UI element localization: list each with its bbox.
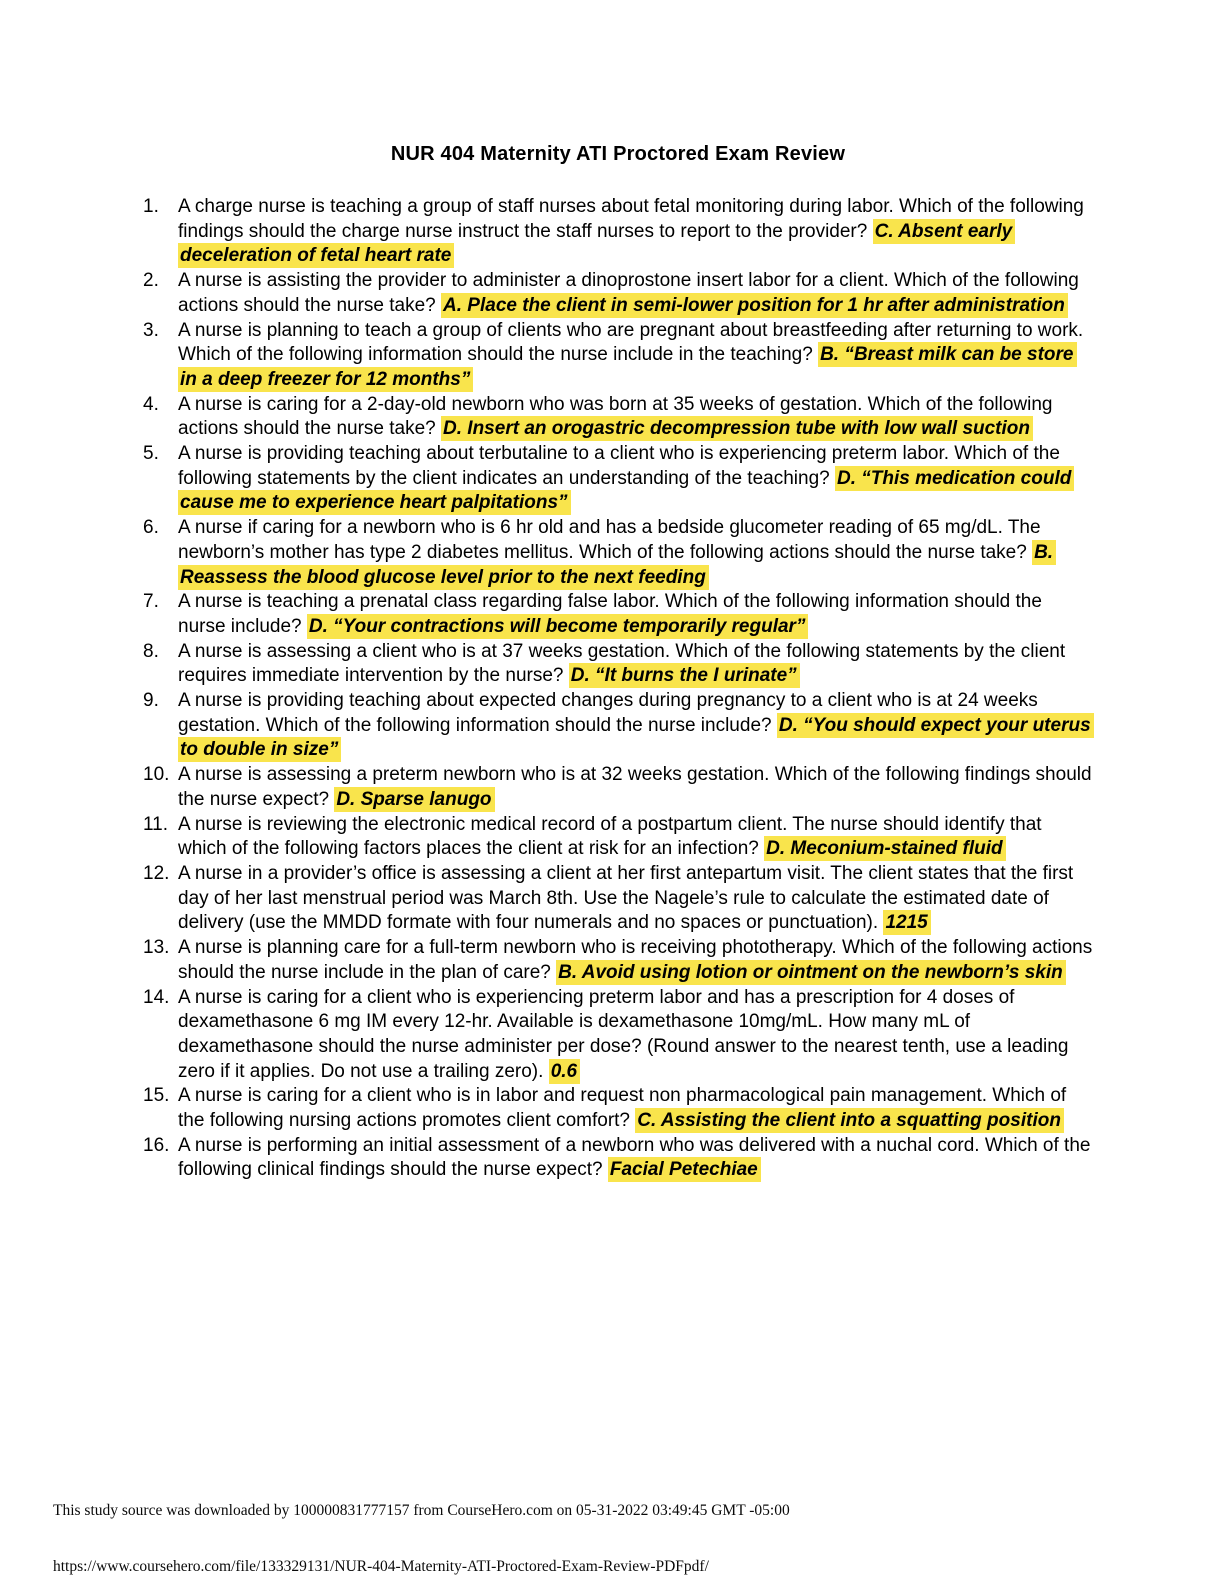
question-text: A nurse is assessing a client who is at 37 weeks gestation. Which of the following statements by the client requires immediate intervention by the nurse? [178,640,1066,687]
question-body [178,813,1093,862]
question-item [143,1134,1093,1183]
question-item [143,1084,1093,1133]
question-body [178,319,1093,393]
question-text: A nurse in a provider’s office is assessing a client at her first antepartum visit. The client states that the first day of her last menstrual period was March 8th. Use the Nagele’s rule to calculate the estimated date of delivery (use the MMDD formate with four numerals and no spaces or punctuation). [178,862,1074,934]
question-text: A nurse is teaching a prenatal class regarding false labor. Which of the following information should the nurse include? [178,591,1042,637]
question-number: 9. [143,690,159,712]
answer-highlight: Facial Petechiae [608,1157,761,1182]
answer-highlight: 1215 [883,910,930,935]
question-text: A nurse is assisting the provider to administer a dinoprostone insert labor for a client. Which of the following actions should the nurse take? [178,270,1079,316]
answer-highlight: B. “Breast milk can be store in a deep freezer for 12 months” [178,342,1077,392]
question-number: 5. [143,443,159,465]
question-item [143,516,1093,590]
question-text: A nurse is performing an initial assessment of a newborn who was delivered with a nuchal cord. Which of the following clinical findings should the nurse expect? [178,1134,1091,1181]
question-item [143,442,1093,516]
question-body [178,936,1093,985]
question-number: 12. [143,862,170,884]
question-body [178,862,1093,936]
question-number: 11. [143,813,169,835]
question-body [178,1134,1093,1183]
question-body [178,640,1093,689]
question-number: 16. [143,1134,170,1156]
question-number: 2. [143,270,159,292]
question-text: A nurse is caring for a client who is experiencing preterm labor and has a prescription for 4 doses of dexamethasone 6 mg IM every 12-hr. Available is dexamethasone 10mg/mL. How many mL of dexamethasone should the nurse administer per dose? (Round answer to the nearest tenth, use a leading zero if it applies. Do not use a trailing zero). [178,986,1069,1082]
question-item [143,640,1093,689]
question-number: 1. [143,196,159,217]
question-item [143,862,1093,936]
question-body [178,689,1093,763]
question-body [178,442,1093,516]
question-number: 14. [143,986,170,1008]
question-item [143,590,1093,639]
answer-highlight: D. Insert an orogastric decompression tube with low wall suction [441,416,1033,441]
question-number: 4. [143,393,159,415]
answer-highlight: B. Reassess the blood glucose level prior to the next feeding [178,540,1056,590]
answer-highlight: D. “You should expect your uterus to double in size” [178,713,1094,763]
question-text: A nurse is planning care for a full-term newborn who is receiving phototherapy. Which of the following actions should the nurse include in the plan of care? [178,937,1093,983]
question-number: 6. [143,517,159,539]
answer-highlight: 0.6 [549,1059,580,1084]
question-number: 7. [143,591,159,613]
question-body [178,393,1093,442]
question-item [143,763,1093,812]
question-body [178,195,1093,269]
question-item [143,936,1093,985]
question-text: A nurse if caring for a newborn who is 6 hr old and has a bedside glucometer reading of 65 mg/dL. The newborn’s mother has type 2 diabetes mellitus. Which of the following actions should the nurse take? [178,517,1041,563]
question-item [143,269,1093,318]
answer-highlight: D. “Your contractions will become temporarily regular” [307,614,809,639]
question-number: 13. [143,937,170,959]
question-text: A charge nurse is teaching a group of staff nurses about fetal monitoring during labor. Which of the following findings should the charge nurse instruct the staff nurses to report to the provider? [178,196,1084,242]
question-body [178,590,1093,639]
question-text: A nurse is caring for a 2-day-old newborn who was born at 35 weeks of gestation. Which of the following actions should the nurse take? [178,393,1053,440]
question-text: A nurse is assessing a preterm newborn who is at 32 weeks gestation. Which of the following findings should the nurse expect? [178,764,1092,810]
question-list [0,167,1224,1183]
question-item [143,813,1093,862]
question-number: 3. [143,319,159,341]
answer-highlight: C. Absent early deceleration of fetal heart rate [178,219,1015,269]
answer-highlight: D. “This medication could cause me to experience heart palpitations” [178,466,1074,516]
question-body [178,516,1093,590]
question-number: 8. [143,640,159,662]
question-number: 10. [143,764,170,786]
footer-source-url: https://www.coursehero.com/file/133329131/NUR-404-Maternity-ATI-Proctored-Exam-Review-PDFpdf/ [53,1558,709,1575]
answer-highlight: D. Meconium-stained fluid [764,836,1005,861]
question-item [143,195,1093,269]
question-text: A nurse is providing teaching about terbutaline to a client who is experiencing preterm labor. Which of the following statements by the client indicates an understanding of the teaching? [178,443,1060,489]
question-item [143,319,1093,393]
answer-highlight: D. “It burns the I urinate” [569,663,800,688]
footer-download-note: This study source was downloaded by 100000831777157 from CourseHero.com on 05-31-2022 03:49:45 GMT -05:00 [53,1502,790,1519]
question-text: A nurse is reviewing the electronic medical record of a postpartum client. The nurse should identify that which of the following factors places the client at risk for an infection? [178,813,1042,860]
question-item [143,689,1093,763]
question-text: A nurse is planning to teach a group of clients who are pregnant about breastfeeding after returning to work. Which of the following information should the nurse include in the teaching? [178,319,1084,366]
question-body [178,986,1093,1085]
question-body [178,1084,1093,1133]
question-text: A nurse is providing teaching about expected changes during pregnancy to a client who is at 24 weeks gestation. Which of the following information should the nurse include? [178,690,1038,736]
answer-highlight: B. Avoid using lotion or ointment on the newborn’s skin [556,960,1066,985]
question-body [178,269,1093,318]
question-body [178,763,1093,812]
question-number: 15. [143,1085,170,1107]
answer-highlight: D. Sparse lanugo [334,787,494,812]
question-item [143,393,1093,442]
page-title: NUR 404 Maternity ATI Proctored Exam Review [390,143,846,165]
answer-highlight: A. Place the client in semi-lower position for 1 hr after administration [441,293,1068,318]
question-text: A nurse is caring for a client who is in labor and request non pharmacological pain management. Which of the following nursing actions promotes client comfort? [178,1085,1067,1132]
answer-highlight: C. Assisting the client into a squatting position [635,1108,1064,1133]
question-item [143,986,1093,1085]
